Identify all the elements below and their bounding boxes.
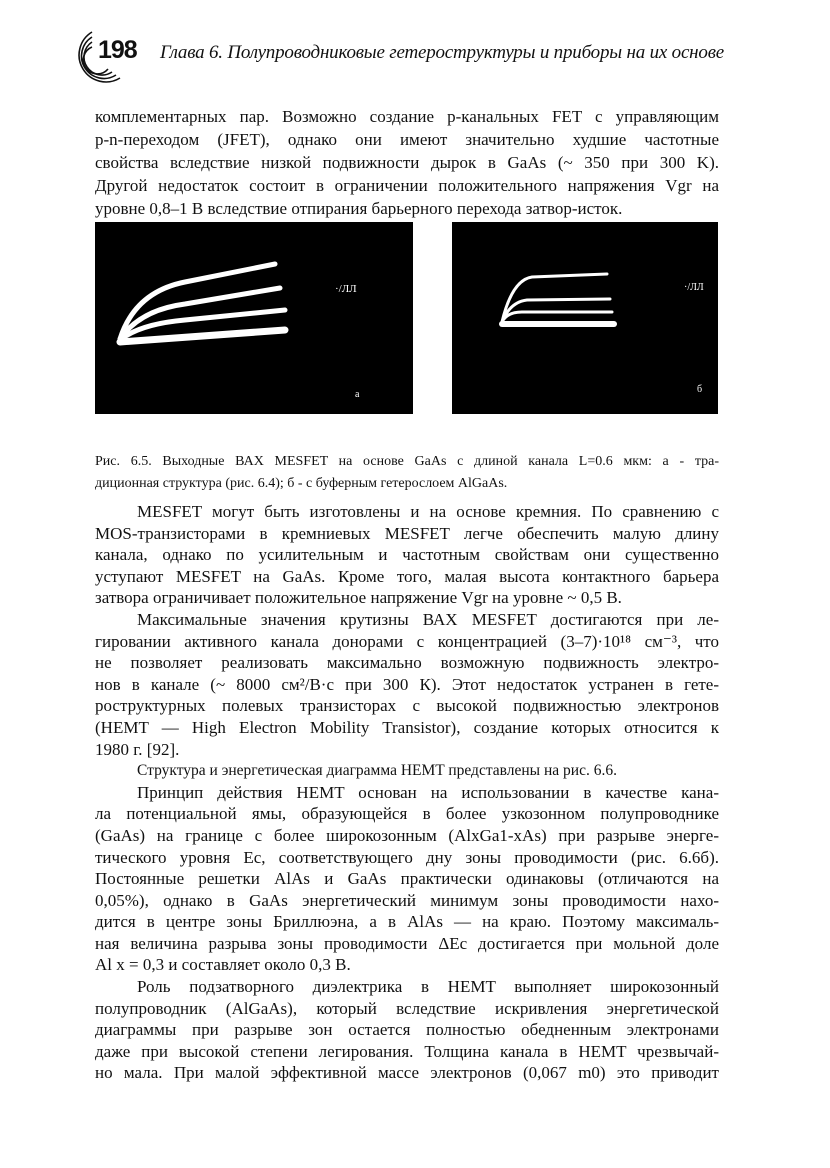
text-line: полупроводник (AlGaAs), который вследствие искривления энергетической: [95, 998, 719, 1018]
text-line: тического уровня Ec, соответствующего дну зоны проводимости (рис. 6.6б).: [95, 847, 719, 867]
text-line: (HEMT — High Electron Mobility Transistor), создание которых относится к: [95, 717, 719, 737]
text-line: Принцип действия HEMT основан на использовании в качестве кана-: [137, 782, 719, 802]
iv-curves-plot-a: [95, 222, 413, 414]
text-line: дится в центре зоны Бриллюэна, а в AlAs — на краю. Поэтому максималь-: [95, 912, 719, 932]
text-line: Другой недостаток состоит в ограничении положительного напряжения Vgr на: [95, 176, 719, 195]
text-line: не позволяет реализовать максимально возможную подвижность электро-: [95, 653, 719, 673]
text-line: 0,05%), однако в GaAs энергетический минимум зоны проводимости нахо-: [95, 890, 719, 910]
text-line: Структура и энергетическая диаграмма HEMT представлены на рис. 6.6.: [137, 762, 617, 780]
text-line: свойства вследствие низкой подвижности дырок в GaAs (~ 350 при 300 K).: [95, 153, 719, 172]
text-line: MESFET могут быть изготовлены и на основе кремния. По сравнению с: [137, 502, 719, 521]
figure-panel-a: [95, 222, 413, 414]
scope-readout: ·/ЛЛ: [684, 282, 704, 293]
body-text: [95, 501, 719, 1084]
scope-readout: ·/ЛЛ: [335, 283, 357, 295]
text-line: Постоянные решетки AlAs и GaAs практически одинаковы (отличаются на: [95, 869, 719, 889]
running-title: Глава 6. Полупроводниковые гетероструктуры и приборы на их основе: [160, 42, 724, 63]
text-line: Al x = 0,3 и составляет около 0,3 В.: [95, 955, 351, 975]
text-line: комплементарных пар. Возможно создание p-канальных FET с управляющим: [95, 107, 719, 126]
text-line: уровне 0,8–1 В вследствие отпирания барьерного перехода затвор-исток.: [95, 199, 623, 218]
text-line: Максимальные значения крутизны ВАХ MESFET достигаются при ле-: [137, 609, 719, 629]
text-line: MOS-транзисторами в кремниевых MESFET легче обеспечить малую длину: [95, 523, 719, 543]
text-line: p-n-переходом (JFET), однако они имеют значительно худшие частотные: [95, 130, 719, 149]
text-line: уступают MESFET на GaAs. Кроме того, малая высота контактного барьера: [95, 566, 719, 586]
text-line: даже при высокой степени легирования. Толщина канала в HEMT чрезвычай-: [95, 1041, 719, 1061]
text-line: ная величина разрыва зоны проводимости ΔEc достигается при мольной доле: [95, 933, 719, 953]
text-line: но мала. При малой эффективной массе электронов (0,067 m0) это приводит: [95, 1063, 719, 1083]
text-line: (GaAs) на границе с более широкозонным (AlxGa1-xAs) при разрыве энерге-: [95, 825, 719, 845]
text-line: диаграммы при разрыве зон остается полностью обедненным электронами: [95, 1020, 719, 1040]
text-line: ла потенциальной ямы, образующейся в более узкозонном полупроводнике: [95, 804, 719, 824]
intro-paragraph: [95, 105, 719, 220]
panel-a-label: a: [355, 389, 360, 400]
text-line: канала, однако по усилительным и частотным свойствам они существенно: [95, 545, 719, 565]
panel-b-label: б: [697, 384, 703, 395]
iv-curves-plot-b: [452, 222, 718, 414]
text-line: затвора ограничивает положительное напряжение Vgr на уровне ~ 0,5 В.: [95, 588, 622, 608]
figure-caption: [95, 451, 719, 495]
text-line: роструктурных полевых транзисторах с высокой подвижностью электронов: [95, 696, 719, 716]
text-line: гировании активного канала донорами с концентрацией (3–7)·10¹⁸ см⁻³, что: [95, 631, 719, 651]
figure-panel-b: [452, 222, 718, 414]
caption-line: Рис. 6.5. Выходные ВАХ MESFET на основе GaAs с длиной канала L=0.6 мкм: а - тра-: [95, 454, 719, 469]
text-line: 1980 г. [92].: [95, 739, 180, 759]
text-line: Роль подзатворного диэлектрика в HEMT выполняет широкозонный: [137, 977, 719, 997]
page-number: 198: [98, 36, 137, 64]
caption-line: диционная структура (рис. 6.4); б - с буферным гетерослоем AlGaAs.: [95, 476, 508, 491]
text-line: нов в канале (~ 8000 см²/В·с при 300 К). Этот недостаток устранен в гете-: [95, 674, 719, 694]
